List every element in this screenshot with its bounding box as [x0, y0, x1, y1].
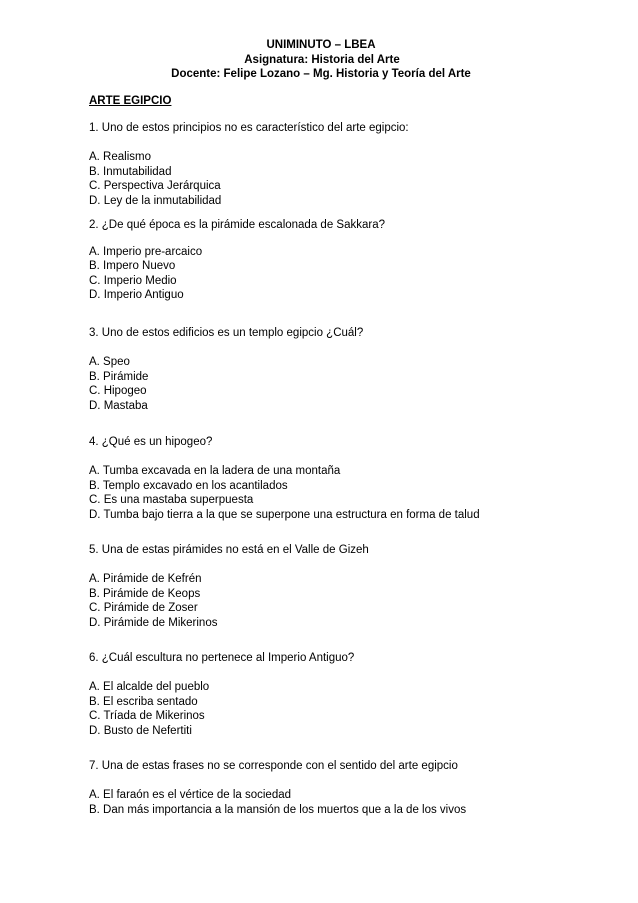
option-b: B. Inmutabilidad	[89, 165, 172, 178]
option-a: A. Tumba excavada en la ladera de una montaña	[89, 465, 341, 477]
option-d: D. Imperio Antiguo	[89, 289, 184, 301]
question-text: 5. Una de estas pirámides no está en el Valle de Gizeh	[89, 544, 369, 556]
option-c: C. Tríada de Mikerinos	[89, 710, 205, 722]
question-1	[89, 121, 609, 208]
option-a: A. El faraón es el vértice de la sociedad	[89, 789, 292, 801]
question-4	[89, 435, 609, 522]
question-text: 1. Uno de estos principios no es característico del arte egipcio:	[89, 122, 409, 134]
option-c: C. Es una mastaba superpuesta	[89, 494, 254, 506]
institution-title: UNIMINUTO – LBEA	[266, 39, 376, 51]
question-text: 2. ¿De qué época es la pirámide escalonada de Sakkara?	[89, 219, 385, 231]
option-list	[89, 245, 609, 303]
question-text: 4. ¿Qué es un hipogeo?	[89, 436, 213, 448]
option-b: B. Impero Nuevo	[89, 260, 176, 272]
question-text: 7. Una de estas frases no se corresponde con el sentido del arte egipcio	[89, 760, 458, 772]
option-list	[89, 464, 609, 522]
option-b: B. Pirámide	[89, 370, 149, 383]
option-list	[89, 788, 609, 817]
option-c: C. Imperio Medio	[89, 274, 177, 287]
question-2	[89, 218, 609, 303]
option-d: D. Busto de Nefertiti	[89, 724, 192, 737]
option-a: A. Realismo	[89, 151, 151, 163]
question-7	[89, 759, 609, 817]
option-c: C. Hipogeo	[89, 385, 147, 397]
option-b: B. Dan más importancia a la mansión de los muertos que a la de los vivos	[89, 803, 467, 816]
teacher-line: Docente: Felipe Lozano – Mg. Historia y Teoría del Arte	[171, 68, 471, 80]
option-a: A. El alcalde del pueblo	[89, 681, 210, 693]
option-a: A. Pirámide de Kefrén	[89, 573, 202, 585]
option-b: B. El escriba sentado	[89, 695, 198, 708]
option-a: A. Speo	[89, 356, 130, 368]
option-b: B. Templo excavado en los acantilados	[89, 479, 288, 492]
section-title: ARTE EGIPCIO	[89, 95, 172, 107]
subject-line: Asignatura: Historia del Arte	[244, 53, 400, 66]
option-list	[89, 680, 609, 738]
question-3	[89, 326, 609, 413]
question-text: 3. Uno de estos edificios es un templo egipcio ¿Cuál?	[89, 327, 364, 339]
option-list	[89, 355, 609, 413]
option-c: C. Perspectiva Jerárquica	[89, 180, 221, 192]
option-d: D. Pirámide de Mikerinos	[89, 616, 218, 629]
option-list	[89, 572, 609, 630]
option-d: D. Mastaba	[89, 399, 148, 412]
question-6	[89, 651, 609, 738]
option-b: B. Pirámide de Keops	[89, 587, 201, 600]
question-text: 6. ¿Cuál escultura no pertenece al Imperio Antiguo?	[89, 652, 355, 664]
option-list	[89, 150, 609, 208]
option-d: D. Ley de la inmutabilidad	[89, 194, 222, 207]
document-body	[89, 94, 589, 816]
document-header	[0, 38, 638, 82]
option-a: A. Imperio pre-arcaico	[89, 245, 203, 258]
option-c: C. Pirámide de Zoser	[89, 602, 198, 614]
option-d: D. Tumba bajo tierra a la que se superpone una estructura en forma de talud	[89, 508, 480, 521]
question-5	[89, 543, 609, 630]
